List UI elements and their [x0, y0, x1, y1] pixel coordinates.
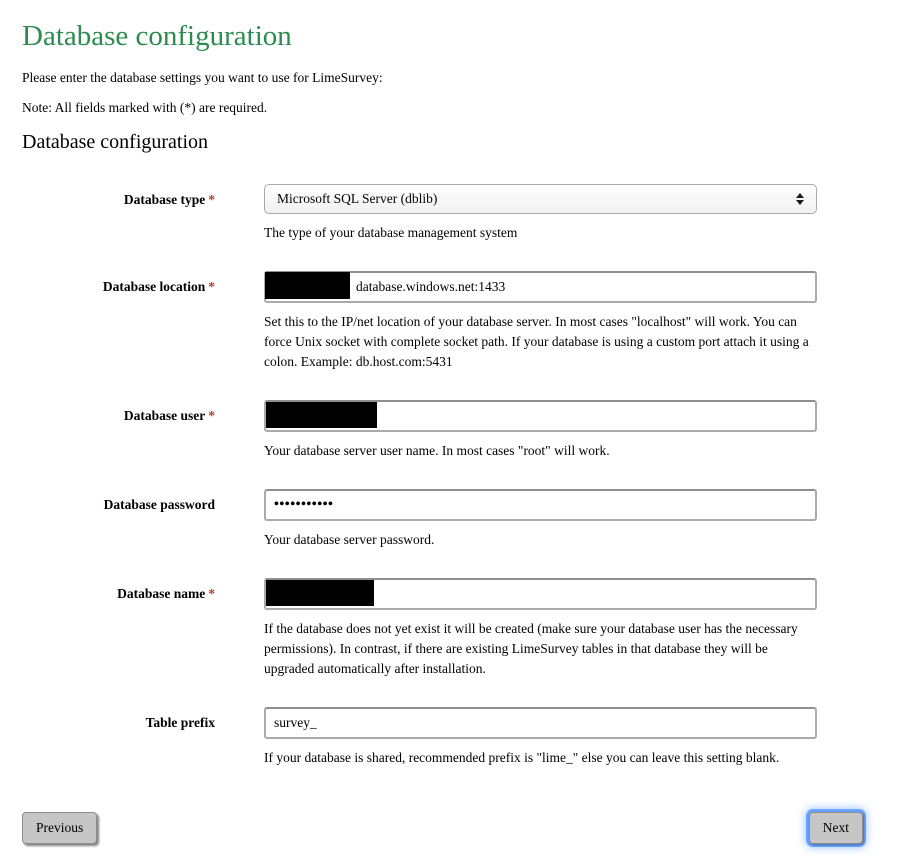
database-password-input[interactable] — [264, 489, 817, 521]
redaction-block — [266, 580, 374, 606]
database-location-help: Set this to the IP/net location of your database server. In most cases "localhost" will work. You can force Unix socket with complete socket path. If your database is using a custom port attach it using a colon. Example: db.host.com:5431 — [264, 314, 809, 369]
section-heading: Database configuration — [22, 131, 209, 153]
database-config-form — [22, 184, 863, 768]
table-prefix-help: If your database is shared, recommended prefix is "lime_" else you can leave this setting blank. — [264, 750, 780, 765]
database-password-label: Database password — [103, 497, 215, 512]
database-name-label: Database name * — [117, 586, 215, 601]
page-title: Database configuration — [22, 20, 292, 52]
field-table-prefix — [22, 707, 863, 768]
required-asterisk: * — [208, 279, 215, 294]
wizard-navigation — [22, 812, 863, 844]
required-note: Note: All fields marked with (*) are required. — [22, 100, 268, 115]
next-button[interactable]: Next — [809, 812, 863, 844]
database-type-select[interactable] — [264, 184, 817, 214]
redaction-block — [265, 272, 350, 299]
table-prefix-label: Table prefix — [145, 715, 215, 730]
required-asterisk: * — [208, 408, 215, 423]
field-database-location — [22, 271, 863, 372]
field-database-password — [22, 489, 863, 550]
previous-button[interactable]: Previous — [22, 812, 97, 844]
select-stepper-icon — [796, 193, 804, 205]
database-type-label: Database type * — [123, 192, 215, 207]
table-prefix-input[interactable] — [264, 707, 817, 739]
database-location-label: Database location * — [102, 279, 215, 294]
database-password-help: Your database server password. — [264, 532, 435, 547]
redaction-block — [266, 402, 377, 428]
database-user-help: Your database server user name. In most cases "root" will work. — [264, 443, 610, 458]
field-database-name — [22, 578, 863, 679]
database-name-help: If the database does not yet exist it will be created (make sure your database user has the necessary permissions). In contrast, if there are existing LimeSurvey tables in that database they will be upgraded automatically after installation. — [264, 621, 798, 676]
database-type-selected-value: Microsoft SQL Server (dblib) — [277, 191, 438, 206]
required-asterisk: * — [208, 192, 215, 207]
database-type-help: The type of your database management system — [264, 225, 518, 240]
field-database-user — [22, 400, 863, 461]
intro-text: Please enter the database settings you want to use for LimeSurvey: — [22, 70, 383, 85]
database-user-label: Database user * — [123, 408, 215, 423]
field-database-type — [22, 184, 863, 243]
required-asterisk: * — [208, 586, 215, 601]
